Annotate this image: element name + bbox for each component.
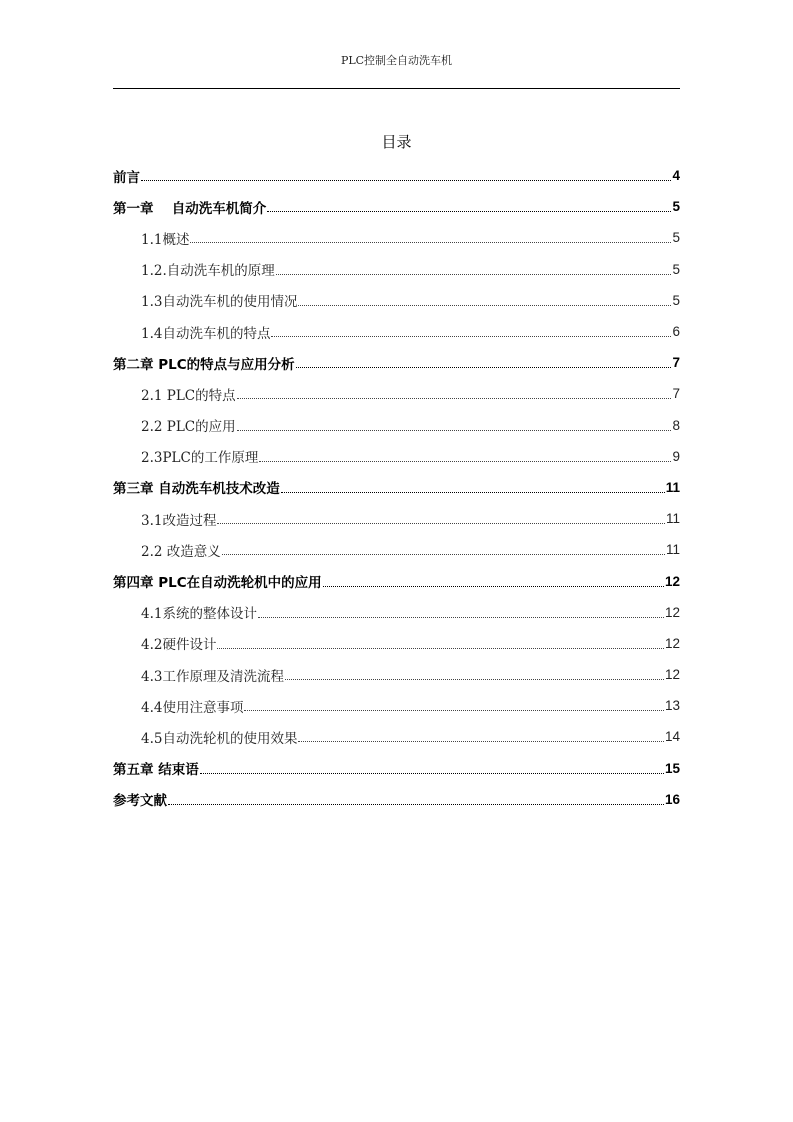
table-of-contents bbox=[113, 160, 680, 815]
toc-chapter-entry[interactable] bbox=[113, 472, 680, 503]
toc-section-entry[interactable] bbox=[113, 503, 680, 534]
toc-entry-title: 1.1概述 bbox=[141, 231, 190, 248]
toc-entry-title: 第一章 自动洗车机简介 bbox=[113, 200, 267, 217]
toc-entry-page-number: 6 bbox=[672, 324, 680, 340]
dot-leader bbox=[296, 367, 671, 368]
toc-entry-page-number: 5 bbox=[672, 292, 680, 308]
dot-leader bbox=[267, 211, 671, 212]
toc-entry-title: 4.3工作原理及清洗流程 bbox=[141, 668, 284, 685]
toc-entry-page-number: 11 bbox=[665, 542, 680, 558]
dot-leader bbox=[271, 336, 671, 337]
toc-entry-title: 1.3自动洗车机的使用情况 bbox=[141, 294, 298, 311]
dot-leader bbox=[237, 430, 671, 431]
dot-leader bbox=[200, 773, 664, 774]
dot-leader bbox=[217, 523, 665, 524]
dot-leader bbox=[190, 242, 671, 243]
toc-section-entry[interactable] bbox=[113, 378, 680, 409]
toc-entry-page-number: 5 bbox=[672, 230, 680, 246]
toc-entry-page-number: 7 bbox=[672, 386, 680, 402]
toc-entry-title: 1.4自动洗车机的特点 bbox=[141, 325, 271, 342]
toc-entry-title: 4.5自动洗轮机的使用效果 bbox=[141, 730, 298, 747]
toc-entry-page-number: 15 bbox=[664, 760, 680, 776]
dot-leader bbox=[244, 710, 663, 711]
toc-section-entry[interactable] bbox=[113, 721, 680, 752]
toc-entry-title: 参考文献 bbox=[113, 793, 167, 810]
dot-leader bbox=[281, 492, 665, 493]
toc-chapter-entry[interactable] bbox=[113, 784, 680, 815]
toc-entry-title: 4.4使用注意事项 bbox=[141, 699, 244, 716]
toc-entry-page-number: 11 bbox=[665, 479, 680, 495]
toc-chapter-entry[interactable] bbox=[113, 753, 680, 784]
dot-leader bbox=[141, 180, 671, 181]
toc-section-entry[interactable] bbox=[113, 597, 680, 628]
toc-section-entry[interactable] bbox=[113, 534, 680, 565]
toc-entry-title: 2.2 改造意义 bbox=[141, 543, 221, 560]
dot-leader bbox=[323, 586, 664, 587]
toc-section-entry[interactable] bbox=[113, 316, 680, 347]
toc-entry-page-number: 12 bbox=[664, 573, 680, 589]
toc-entry-title: 2.3PLC的工作原理 bbox=[141, 450, 259, 467]
toc-entry-page-number: 11 bbox=[665, 511, 680, 527]
dot-leader bbox=[258, 617, 664, 618]
toc-entry-page-number: 7 bbox=[672, 355, 680, 371]
toc-section-entry[interactable] bbox=[113, 254, 680, 285]
toc-entry-title: 1.2.自动洗车机的原理 bbox=[141, 263, 275, 280]
toc-chapter-entry[interactable] bbox=[113, 160, 680, 191]
toc-chapter-entry[interactable] bbox=[113, 347, 680, 378]
dot-leader bbox=[298, 741, 663, 742]
toc-entry-page-number: 16 bbox=[664, 791, 680, 807]
toc-entry-page-number: 12 bbox=[664, 635, 680, 651]
toc-heading: 目录 bbox=[381, 133, 412, 151]
dot-leader bbox=[259, 461, 671, 462]
toc-entry-page-number: 13 bbox=[664, 698, 680, 714]
toc-entry-title: 第四章 PLC在自动洗轮机中的应用 bbox=[113, 575, 322, 592]
dot-leader bbox=[298, 305, 671, 306]
toc-section-entry[interactable] bbox=[113, 410, 680, 441]
toc-entry-page-number: 14 bbox=[664, 729, 680, 745]
toc-entry-page-number: 5 bbox=[672, 261, 680, 277]
toc-entry-title: 2.2 PLC的应用 bbox=[141, 419, 236, 436]
toc-entry-title: 第五章 结束语 bbox=[113, 762, 199, 779]
dot-leader bbox=[285, 679, 664, 680]
toc-section-entry[interactable] bbox=[113, 222, 680, 253]
toc-section-entry[interactable] bbox=[113, 628, 680, 659]
header-divider bbox=[113, 88, 680, 89]
toc-entry-title: 2.1 PLC的特点 bbox=[141, 387, 236, 404]
dot-leader bbox=[222, 554, 665, 555]
toc-section-entry[interactable] bbox=[113, 441, 680, 472]
dot-leader bbox=[217, 648, 663, 649]
toc-entry-title: 第三章 自动洗车机技术改造 bbox=[113, 481, 280, 498]
toc-section-entry[interactable] bbox=[113, 285, 680, 316]
toc-entry-title: 3.1改造过程 bbox=[141, 512, 217, 529]
toc-entry-title: 第二章 PLC的特点与应用分析 bbox=[113, 356, 295, 373]
toc-entry-page-number: 8 bbox=[672, 417, 680, 433]
toc-entry-page-number: 4 bbox=[672, 168, 680, 184]
toc-entry-page-number: 5 bbox=[672, 199, 680, 215]
toc-chapter-entry[interactable] bbox=[113, 565, 680, 596]
toc-section-entry[interactable] bbox=[113, 659, 680, 690]
toc-section-entry[interactable] bbox=[113, 690, 680, 721]
dot-leader bbox=[276, 274, 671, 275]
toc-entry-page-number: 12 bbox=[664, 667, 680, 683]
toc-entry-page-number: 9 bbox=[672, 448, 680, 464]
toc-entry-title: 4.2硬件设计 bbox=[141, 637, 217, 654]
toc-chapter-entry[interactable] bbox=[113, 191, 680, 222]
toc-entry-title: 前言 bbox=[113, 169, 140, 186]
toc-entry-title: 4.1系统的整体设计 bbox=[141, 606, 257, 623]
running-header: PLC控制全自动洗车机 bbox=[340, 54, 453, 67]
dot-leader bbox=[168, 804, 664, 805]
dot-leader bbox=[237, 398, 671, 399]
toc-entry-page-number: 12 bbox=[664, 604, 680, 620]
